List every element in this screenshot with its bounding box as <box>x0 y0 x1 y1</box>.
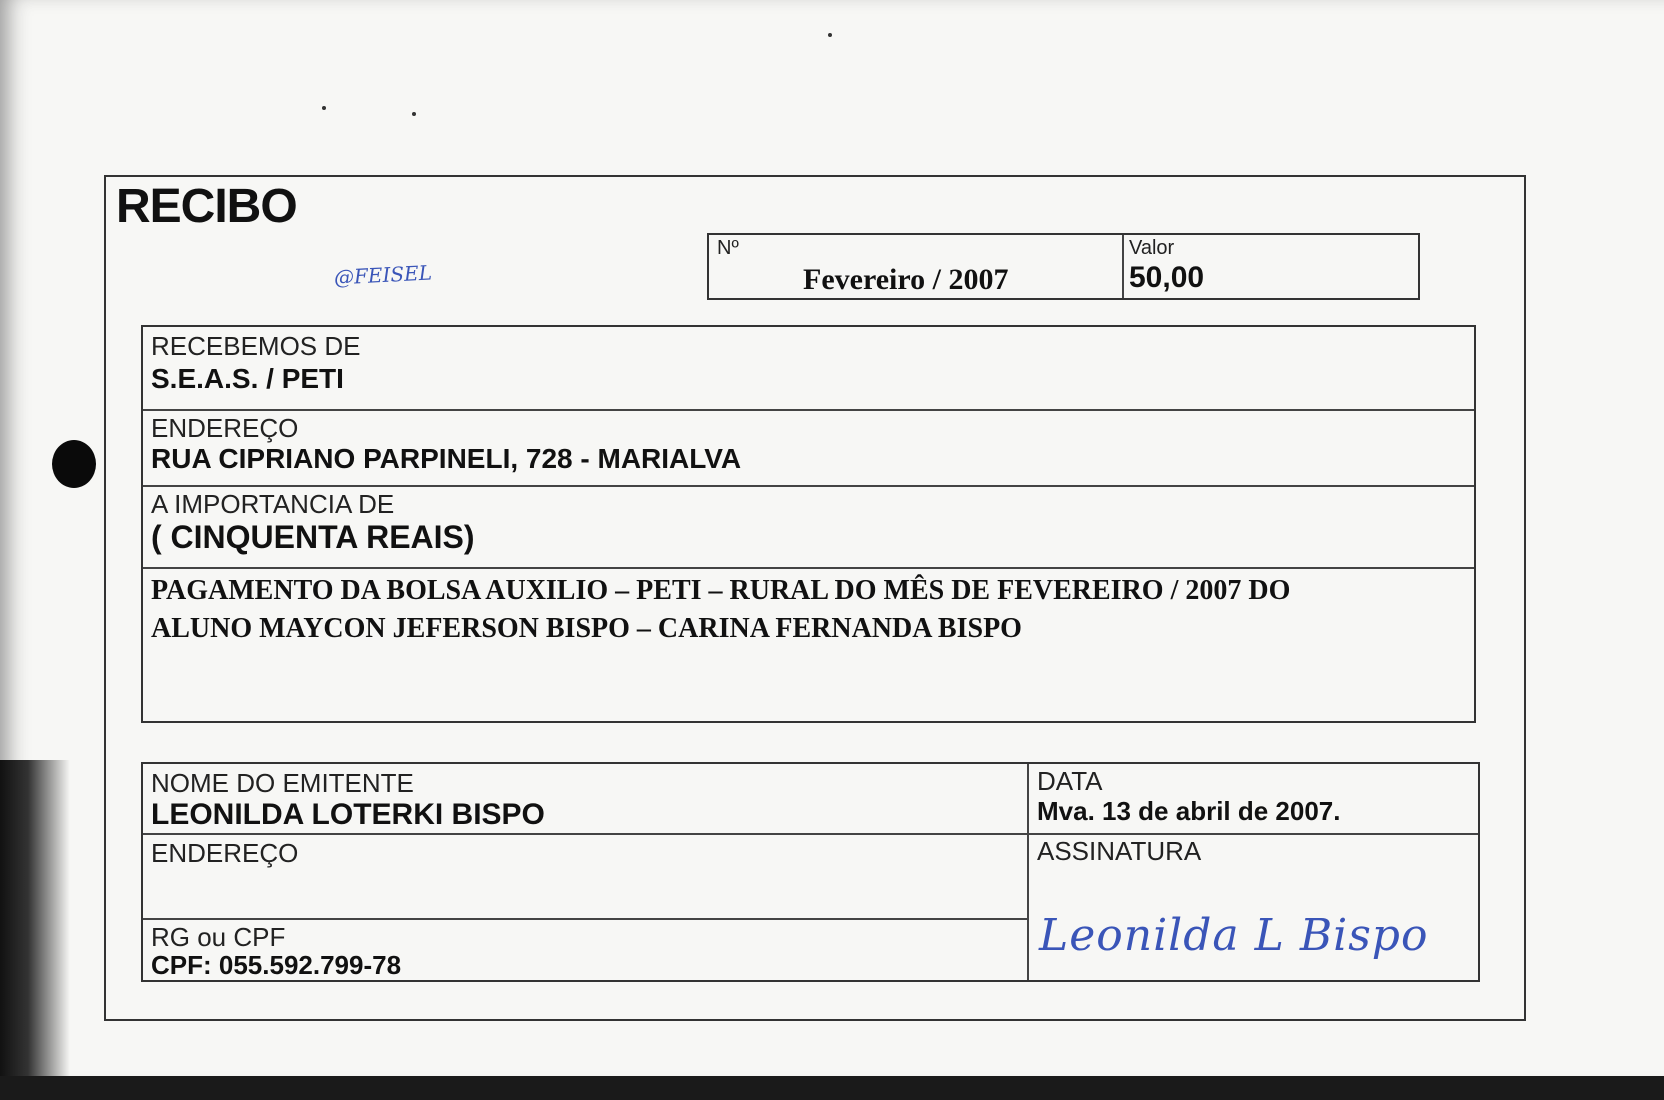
number-label: Nº <box>717 237 739 259</box>
scan-bottom-edge <box>0 1076 1664 1100</box>
number-value: Fevereiro / 2007 <box>803 263 1009 296</box>
issuer-id-label: RG ou CPF <box>151 922 286 952</box>
signature-label: ASSINATURA <box>1037 836 1202 866</box>
divider <box>1027 764 1029 980</box>
receipt-form <box>104 175 1526 1021</box>
description-line-2: ALUNO MAYCON JEFERSON BISPO – CARINA FERNANDA BISPO <box>151 613 1022 644</box>
divider <box>143 918 1027 920</box>
payer-label: RECEBEMOS DE <box>151 331 361 361</box>
speck <box>322 106 326 110</box>
amount-words-value: ( CINQUENTA REAIS) <box>151 519 475 555</box>
speck <box>412 112 416 116</box>
amount-label: Valor <box>1129 237 1175 259</box>
payment-details-box <box>141 325 1476 723</box>
date-value: Mva. 13 de abril de 2007. <box>1037 796 1341 826</box>
divider <box>1122 235 1124 298</box>
payer-address-value: RUA CIPRIANO PARPINELI, 728 - MARIALVA <box>151 443 742 474</box>
punch-hole <box>52 440 96 488</box>
divider <box>143 485 1474 487</box>
issuer-box <box>141 762 1480 982</box>
issuer-id-value: CPF: 055.592.799-78 <box>151 950 402 980</box>
description-line-1: PAGAMENTO DA BOLSA AUXILIO – PETI – RURAL DO MÊS DE FEVEREIRO / 2007 DO <box>151 575 1291 606</box>
payer-value: S.E.A.S. / PETI <box>151 363 344 394</box>
issuer-address-label: ENDEREÇO <box>151 838 299 868</box>
divider <box>143 409 1474 411</box>
speck <box>828 33 832 37</box>
issuer-name-label: NOME DO EMITENTE <box>151 768 414 798</box>
divider <box>143 833 1478 835</box>
handwritten-annotation: @FEISEL <box>333 260 433 290</box>
handwritten-signature: Leonilda L Bispo <box>1039 910 1429 961</box>
scan-edge-shadow <box>0 760 70 1090</box>
amount-words-label: A IMPORTANCIA DE <box>151 489 395 519</box>
issuer-name-value: LEONILDA LOTERKI BISPO <box>151 798 545 831</box>
receipt-title: RECIBO <box>116 180 297 233</box>
amount-value: 50,00 <box>1129 261 1205 294</box>
divider <box>143 567 1474 569</box>
number-value-box <box>707 233 1420 300</box>
payer-address-label: ENDEREÇO <box>151 413 299 443</box>
date-label: DATA <box>1037 766 1103 796</box>
